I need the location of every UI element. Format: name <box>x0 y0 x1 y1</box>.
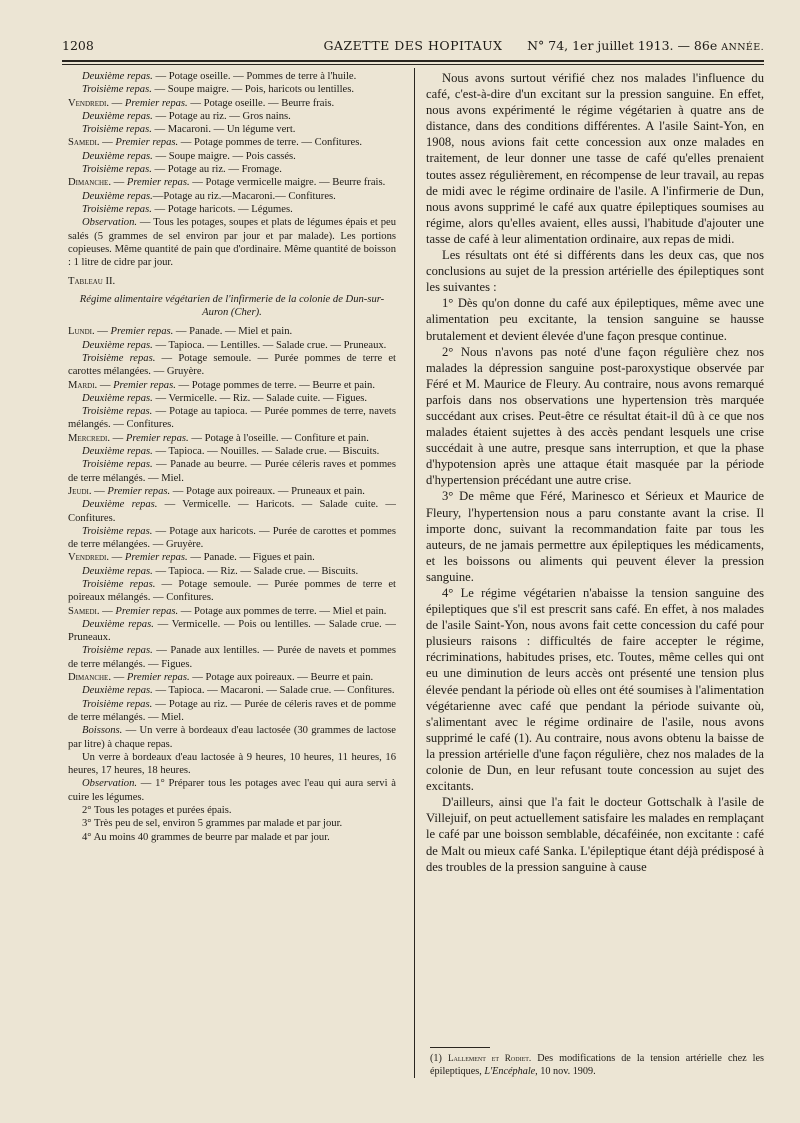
left-column <box>68 70 396 844</box>
menu-paragraph <box>68 392 396 405</box>
day-label: Lundi. <box>68 326 95 338</box>
body-paragraph: 4° Le régime végétarien n'abaisse la tension sanguine des épileptiques que s'il est prescrit sans café. En effet, à nos malades de l'asile Saint-Yon, nous avons fait cette concession du café pour plusieurs raisons : difficultés de faire accepter le régime, récriminations, habitudes prises, etc. Toutes, même celles qui ont eu une diminution de leurs accès ont présenté une tension plus élevée pendant la période où elles ont été soumises à l'alimentation végétarienne avec café que pendant la période suivante où, s'alimentant avec le régime ordinaire de l'asile, nous avons supprimé le café (1). Au contraire, nous avons obtenu la baisse de la pression artérielle d'une façon régulière, chez nos malades de la colonie de Dun, en leur refusant toute concession au sujet des excitants. <box>426 586 764 794</box>
table-subtitle: Régime alimentaire végétarien de l'infirmerie de la colonie de Dun-sur-Auron (Cher). <box>79 293 385 319</box>
day-label: Samedi. <box>68 605 100 617</box>
meal-label: Deuxième repas. <box>82 618 154 630</box>
menu-paragraph <box>68 339 396 352</box>
meal-label: Troisième repas. <box>82 124 152 136</box>
menu-paragraph <box>68 565 396 578</box>
menu-text: — Vermicelle. — Haricots. — Salade cuite. — Confitures. <box>68 499 396 524</box>
menu-text: — <box>109 552 125 564</box>
meal-label: Premier repas. <box>126 177 190 189</box>
menu-text: — Potage aux poireaux. — Pruneaux et pain. <box>170 485 365 497</box>
footnote-authors: Lallement et Rodiet. <box>447 1053 532 1063</box>
meal-label: Premier repas. <box>113 379 176 391</box>
footnote-text-end: , 10 nov. 1909. <box>535 1065 596 1077</box>
meal-label: Troisième repas. <box>82 406 153 418</box>
meal-label: Deuxième repas. <box>82 190 153 202</box>
menu-text: 2° Tous les potages et purées épais. <box>82 805 232 817</box>
meal-label: Premier repas. <box>125 432 189 444</box>
issue-year: ANNÉE. <box>721 42 764 53</box>
menu-paragraph <box>68 176 396 189</box>
day-label: Dimanche. <box>68 672 111 684</box>
meal-label: Deuxième repas. <box>82 339 153 351</box>
menu-paragraph <box>68 83 396 96</box>
menu-text: — Potage aux poireaux. — Beurre et pain. <box>189 672 374 684</box>
menu-text: — Panade au beurre. — Purée céleris raves et pommes de terre mélangés. — Miel. <box>68 459 396 484</box>
meal-label: Troisième repas. <box>82 352 156 364</box>
menu-paragraph <box>68 804 396 817</box>
menu-text: — Potage aux haricots. — Purée de carottes et pommes de terre mélangées. — Gruyère. <box>68 525 396 551</box>
day-label: Vendredi. <box>68 97 110 109</box>
menu-paragraph <box>68 136 396 149</box>
meal-label: Premier repas. <box>124 552 188 564</box>
day-label: Jeudi. <box>68 485 92 497</box>
menu-text: — Potage au riz. — Fromage. <box>151 164 282 176</box>
menu-text: — <box>110 177 127 189</box>
menu-text: — Potage oseille. — Pommes de terre à l'huile. <box>152 71 357 82</box>
menu-text: — <box>110 432 126 444</box>
menu-text: — Panade aux lentilles. — Purée de navets et pommes de terre mélangés. — Figues. <box>68 645 396 670</box>
menu-text: — <box>99 137 116 149</box>
meal-label: Observation. <box>82 778 138 790</box>
menu-paragraph <box>68 751 396 778</box>
menu-paragraph <box>68 150 396 163</box>
meal-label: Deuxième repas. <box>82 392 153 404</box>
body-paragraph: 3° De même que Féré, Marinesco et Sérieux et Maurice de Fleury, l'hypertension nous a paru constante avant la crise. Il importe donc, suivant la recommandation faite par tous les auteurs, de ne jamais permettre aux épileptiques les médicaments, et les boissons ou aliments qui peuvent élever la pression sanguine. <box>426 489 764 584</box>
menu-paragraph <box>68 203 396 216</box>
menu-paragraph <box>68 578 396 605</box>
meal-label: Observation. <box>82 217 138 229</box>
menu-paragraph <box>68 325 396 338</box>
footnote-number: (1) <box>430 1053 448 1064</box>
meal-label: Troisième repas. <box>82 164 152 176</box>
footnote-journal: L'Encéphale <box>484 1065 536 1077</box>
body-paragraph: D'ailleurs, ainsi que l'a fait le docteur Gottschalk à l'asile de Villejuif, on peut actuellement satisfaire les malades en remplaçant le café par une boisson semblable, décaféinée, non excitante : café de Malt ou mieux café Sanka. L'épileptique étant déjà prédisposé à des troubles de la pression sanguine à cause <box>426 795 764 874</box>
meal-label: Troisième repas. <box>82 525 153 537</box>
meal-label: Deuxième repas. <box>82 446 153 458</box>
meal-label: Deuxième repas. <box>82 499 158 511</box>
meal-label: Deuxième repas. <box>82 71 153 82</box>
menu-text: — <box>110 672 127 684</box>
meal-label: Premier repas. <box>107 485 171 497</box>
meal-label: Troisième repas. <box>82 698 153 710</box>
menu-text: — Potage pommes de terre. — Beurre et pain. <box>175 379 376 391</box>
menu-paragraph <box>68 97 396 110</box>
menu-text: — Potage au riz. — Gros nains. <box>152 110 291 122</box>
issue-date: N° 74, 1er juillet 1913. — 86e <box>527 38 722 53</box>
meal-label: Troisième repas. <box>82 645 153 657</box>
menu-paragraph <box>68 498 396 525</box>
menu-paragraph <box>68 644 396 671</box>
menu-text: — Soupe maigre. — Pois cassés. <box>152 150 296 162</box>
menu-text: — Panade. — Figues et pain. <box>187 552 315 564</box>
day-label: Mercredi. <box>68 432 111 444</box>
menu-text: — 1° Préparer tous les potages avec l'eau qui aura servi à cuire les légumes. <box>68 778 396 803</box>
menu-text: — Tous les potages, soupes et plats de légumes épais et peu salés (5 grammes de sel environ par jour et par malade). Les portions copieuses. Même quantité de pain que d'ordinaire. Même quantité de boisson : 1 litre de cidre par jour. <box>68 217 396 269</box>
body-paragraph: Les résultats ont été si différents dans les deux cas, que nos conclusions au sujet de la pression artérielle des épileptiques sont les suivantes : <box>426 248 764 295</box>
meal-label: Premier repas. <box>115 605 179 617</box>
column-divider <box>414 68 415 1078</box>
menu-paragraph <box>68 618 396 645</box>
menu-text: — Potage à l'oseille. — Confiture et pain. <box>188 432 369 444</box>
menu-paragraph <box>68 698 396 725</box>
menu-paragraph <box>68 605 396 618</box>
menu-text: — Potage semoule. — Purée pommes de terre et poireaux mélangés. — Confitures. <box>68 578 396 604</box>
menu-text: — Vermicelle. — Riz. — Salade cuite. — Figues. <box>152 392 368 404</box>
menu-text: — <box>94 326 111 338</box>
footnote-rule <box>430 1047 490 1048</box>
menu-paragraph <box>68 405 396 432</box>
menu-text: — <box>91 485 108 497</box>
day-label: Vendredi. <box>68 552 110 564</box>
menu-paragraph <box>68 831 396 844</box>
menu-paragraph <box>68 525 396 552</box>
meal-label: Premier repas. <box>124 97 188 109</box>
menu-text: — Potage vermicelle maigre. — Beurre frais. <box>189 177 386 189</box>
table-heading: Tableau II. <box>68 276 116 288</box>
page-header <box>62 38 764 58</box>
menu-text: —Potage au riz.—Macaroni.— Confitures. <box>152 190 336 202</box>
meal-label: Boissons. <box>82 725 123 737</box>
day-label: Mardi. <box>68 379 98 391</box>
menu-text: 3° Très peu de sel, environ 5 grammes par malade et par jour. <box>82 818 343 830</box>
meal-label: Premier repas. <box>126 672 190 684</box>
menu-paragraph <box>68 70 396 83</box>
menu-text: — Macaroni. — Un légume vert. <box>151 124 296 136</box>
menu-paragraph <box>68 432 396 445</box>
header-rule-thin <box>62 64 764 65</box>
menu-paragraph <box>68 110 396 123</box>
menu-text: — Potage aux pommes de terre. — Miel et pain. <box>178 605 387 617</box>
meal-label: Troisième repas. <box>82 578 156 590</box>
menu-paragraph <box>68 724 396 751</box>
header-rule-thick <box>62 60 764 62</box>
menu-text: — Potage pommes de terre. — Confitures. <box>178 137 363 149</box>
menu-text: 4° Au moins 40 grammes de beurre par malade et par jour. <box>82 831 330 843</box>
menu-paragraph <box>68 817 396 830</box>
meal-label: Deuxième repas. <box>82 565 153 577</box>
menu-text: — Potage au tapioca. — Purée pommes de terre, navets mélangés. — Confitures. <box>68 406 396 431</box>
menu-text: — Potage oseille. — Beurre frais. <box>187 97 335 109</box>
body-paragraph: Nous avons surtout vérifié chez nos malades l'influence du café, c'est-à-dire d'un excitant sur la pression sanguine. En effet, nous avons expérimenté le régime végétarien à quatre ans de distance, dans des conditions différentes. A l'asile Saint-Yon, en 1908, nous avions fait cette concession aux onze malades en traitement, de leur donner une tasse de café qu'elles prenaient toutes assez régulièrement, en récompense de leur travail, au repas de midi avec le régime ordinaire de l'asile. A l'infirmerie de Dun, nous avons supprimé le café aux quatre épileptiques soumises au régime, alors qu'elles avaient, elles aussi, l'habitude d'ajouter une tasse de café à leur alimentation ordinaire, aux repas de midi. <box>426 71 764 246</box>
menu-text: — Un verre à bordeaux d'eau lactosée (30 grammes de lactose par litre) à chaque repas. <box>68 725 396 750</box>
menu-text: Un verre à bordeaux d'eau lactosée à 9 heures, 10 heures, 11 heures, 16 heures, 17 heures, 18 heures. <box>68 751 396 777</box>
menu-paragraph <box>68 458 396 485</box>
menu-paragraph <box>68 671 396 684</box>
meal-label: Deuxième repas. <box>82 110 153 122</box>
menu-text: — <box>109 97 125 109</box>
menu-paragraph <box>68 445 396 458</box>
meal-label: Deuxième repas. <box>82 150 153 162</box>
menu-text: — Soupe maigre. — Pois, haricots ou lentilles. <box>151 84 354 96</box>
meal-label: Premier repas. <box>110 326 174 338</box>
menu-text: — Potage semoule. — Purée pommes de terre et carottes mélangées. — Gruyère. <box>68 352 396 378</box>
menu-text: — Potage haricots. — Légumes. <box>151 203 293 215</box>
issue-info <box>527 38 764 53</box>
menu-paragraph <box>68 551 396 564</box>
menu-text: — Tapioca. — Riz. — Salade crue. — Biscuits. <box>152 565 359 577</box>
menu-text: — Tapioca. — Nouilles. — Salade crue. — Biscuits. <box>152 446 380 458</box>
footnote <box>430 1052 764 1078</box>
menu-text: — <box>97 379 114 391</box>
body-paragraph: 2° Nous n'avons pas noté d'une façon régulière chez nos malades la dépression sanguine post-paroxystique observée par Féré et M. Maurice de Fleury. Au contraire, nous avons remarqué parfois dans nos observations une hypertension très marquée succédant aux crises. Peut-être ce résultat était-il dû à ce que nos malades étaient sujettes à des accès pendant lesquels une crise succédait à une autre, presque sans interruption, et que la phase d'hypotension après une attaque était masquée par la période d'hypertension précédant une autre crise. <box>426 344 764 488</box>
menu-paragraph <box>68 379 396 392</box>
menu-paragraph <box>68 777 396 804</box>
menu-paragraph <box>68 163 396 176</box>
meal-label: Deuxième repas. <box>82 685 153 697</box>
menu-text: — Panade. — Miel et pain. <box>173 326 293 338</box>
menu-text: — <box>99 605 116 617</box>
footnote-text: Des modifications de la tension artérielle chez les épileptiques, <box>430 1053 765 1077</box>
day-label: Dimanche. <box>68 177 111 189</box>
day-label: Samedi. <box>68 137 100 149</box>
menu-paragraph <box>68 485 396 498</box>
menu-text: — Tapioca. — Macaroni. — Salade crue. — Confitures. <box>152 685 395 697</box>
body-paragraph: 1° Dès qu'on donne du café aux épileptiques, même avec une alimentation peu excitante, la tension sanguine se hausse brutalement et devient élevée d'une façon presque continue. <box>426 296 764 343</box>
menu-text: — Tapioca. — Lentilles. — Salade crue. — Pruneaux. <box>152 339 387 351</box>
meal-label: Premier repas. <box>115 137 179 149</box>
menu-text: — Potage au riz. — Purée de céleris raves et de pomme de terre mélangés. — Miel. <box>68 698 396 723</box>
menu-paragraph <box>68 352 396 379</box>
journal-title: GAZETTE DES HOPITAUX <box>323 38 503 53</box>
menu-paragraph <box>68 684 396 697</box>
page-number: 1208 <box>62 38 94 53</box>
right-column <box>426 70 764 875</box>
meal-label: Troisième repas. <box>82 84 152 96</box>
menu-paragraph <box>68 190 396 203</box>
menu-paragraph <box>68 123 396 136</box>
menu-text: — Vermicelle. — Pois ou lentilles. — Salade crue. — Pruneaux. <box>68 618 396 644</box>
menu-paragraph <box>68 216 396 269</box>
meal-label: Troisième repas. <box>82 459 153 471</box>
meal-label: Troisième repas. <box>82 203 152 215</box>
